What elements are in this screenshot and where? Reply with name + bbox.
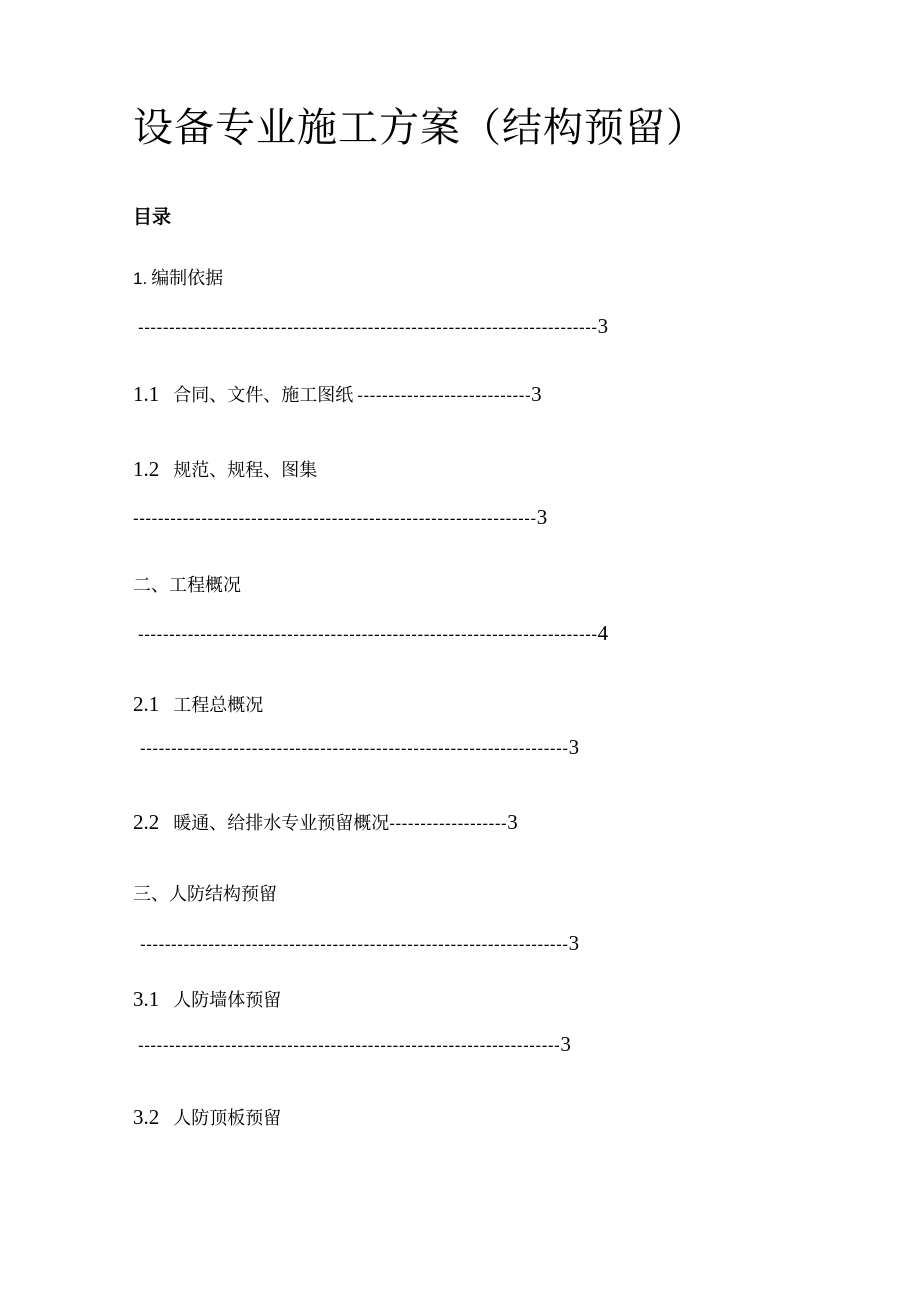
toc-entry-label: 编制依据 (151, 268, 224, 289)
toc-entry-label: 合同、文件、施工图纸 (173, 385, 354, 406)
toc-entry-number: 3.1 (133, 987, 160, 1011)
toc-dot-leader: -------------------------------------------------------------------------- (138, 318, 598, 337)
toc-entry-number: 1.1 (133, 382, 160, 406)
toc-dot-leader: ----------------------------------------------------------------- (133, 509, 537, 528)
toc-page-number: 3 (597, 314, 609, 338)
toc-leader-row (140, 737, 579, 758)
toc-entry-number: 1.2 (133, 457, 160, 481)
toc-entry-3[interactable] (133, 886, 277, 904)
toc-page-number: 3 (560, 1032, 571, 1056)
toc-entry-2[interactable] (133, 577, 241, 595)
toc-entry-label: 工程总概况 (173, 695, 264, 716)
toc-leader-row (138, 316, 608, 337)
toc-entry-number: 2.2 (133, 810, 160, 834)
toc-leader-row (138, 623, 608, 644)
toc-entry-3-2[interactable] (133, 1107, 281, 1128)
toc-entry-number: 1. (133, 269, 148, 288)
toc-dot-leader: -------------------------------------------------------------------- (138, 1036, 561, 1055)
toc-page-number: 3 (536, 505, 548, 529)
toc-entry-number: 2.1 (133, 692, 160, 716)
toc-heading: 目录 (133, 206, 172, 228)
toc-dot-leader: ------------------- (389, 814, 508, 833)
toc-leader-row (138, 1034, 571, 1055)
toc-page-number: 3 (568, 735, 580, 759)
document-title: 设备专业施工方案（结构预留） (133, 105, 707, 151)
toc-dot-leader: -------------------------------------------------------------------------- (138, 625, 598, 644)
toc-entry-number: 3.2 (133, 1105, 160, 1129)
toc-entry-2-1[interactable] (133, 694, 263, 715)
toc-entry-1-1[interactable] (133, 384, 542, 405)
toc-page-number: 3 (531, 382, 542, 406)
toc-entry-label: 人防顶板预留 (173, 1108, 282, 1129)
toc-entry-label: 规范、规程、图集 (173, 460, 318, 481)
toc-entry-3-1[interactable] (133, 989, 281, 1010)
toc-entry-label: 人防结构预留 (169, 884, 277, 905)
toc-entry-1[interactable] (133, 270, 223, 288)
toc-dot-leader: ---------------------------- (357, 386, 532, 405)
toc-entry-1-2[interactable] (133, 459, 317, 480)
toc-entry-number: 三、 (133, 884, 169, 905)
toc-entry-number: 二、 (133, 575, 169, 596)
toc-page-number: 3 (507, 810, 518, 834)
toc-entry-2-2[interactable] (133, 812, 518, 833)
toc-dot-leader: --------------------------------------------------------------------- (140, 739, 569, 758)
toc-entry-label: 工程概况 (169, 575, 241, 596)
toc-leader-row (133, 507, 547, 528)
toc-page-number: 4 (597, 621, 609, 645)
toc-entry-label: 人防墙体预留 (173, 990, 282, 1011)
toc-dot-leader: --------------------------------------------------------------------- (140, 935, 569, 954)
toc-entry-label: 暖通、给排水专业预留概况 (173, 813, 390, 834)
toc-leader-row (140, 933, 579, 954)
toc-page-number: 3 (568, 931, 580, 955)
